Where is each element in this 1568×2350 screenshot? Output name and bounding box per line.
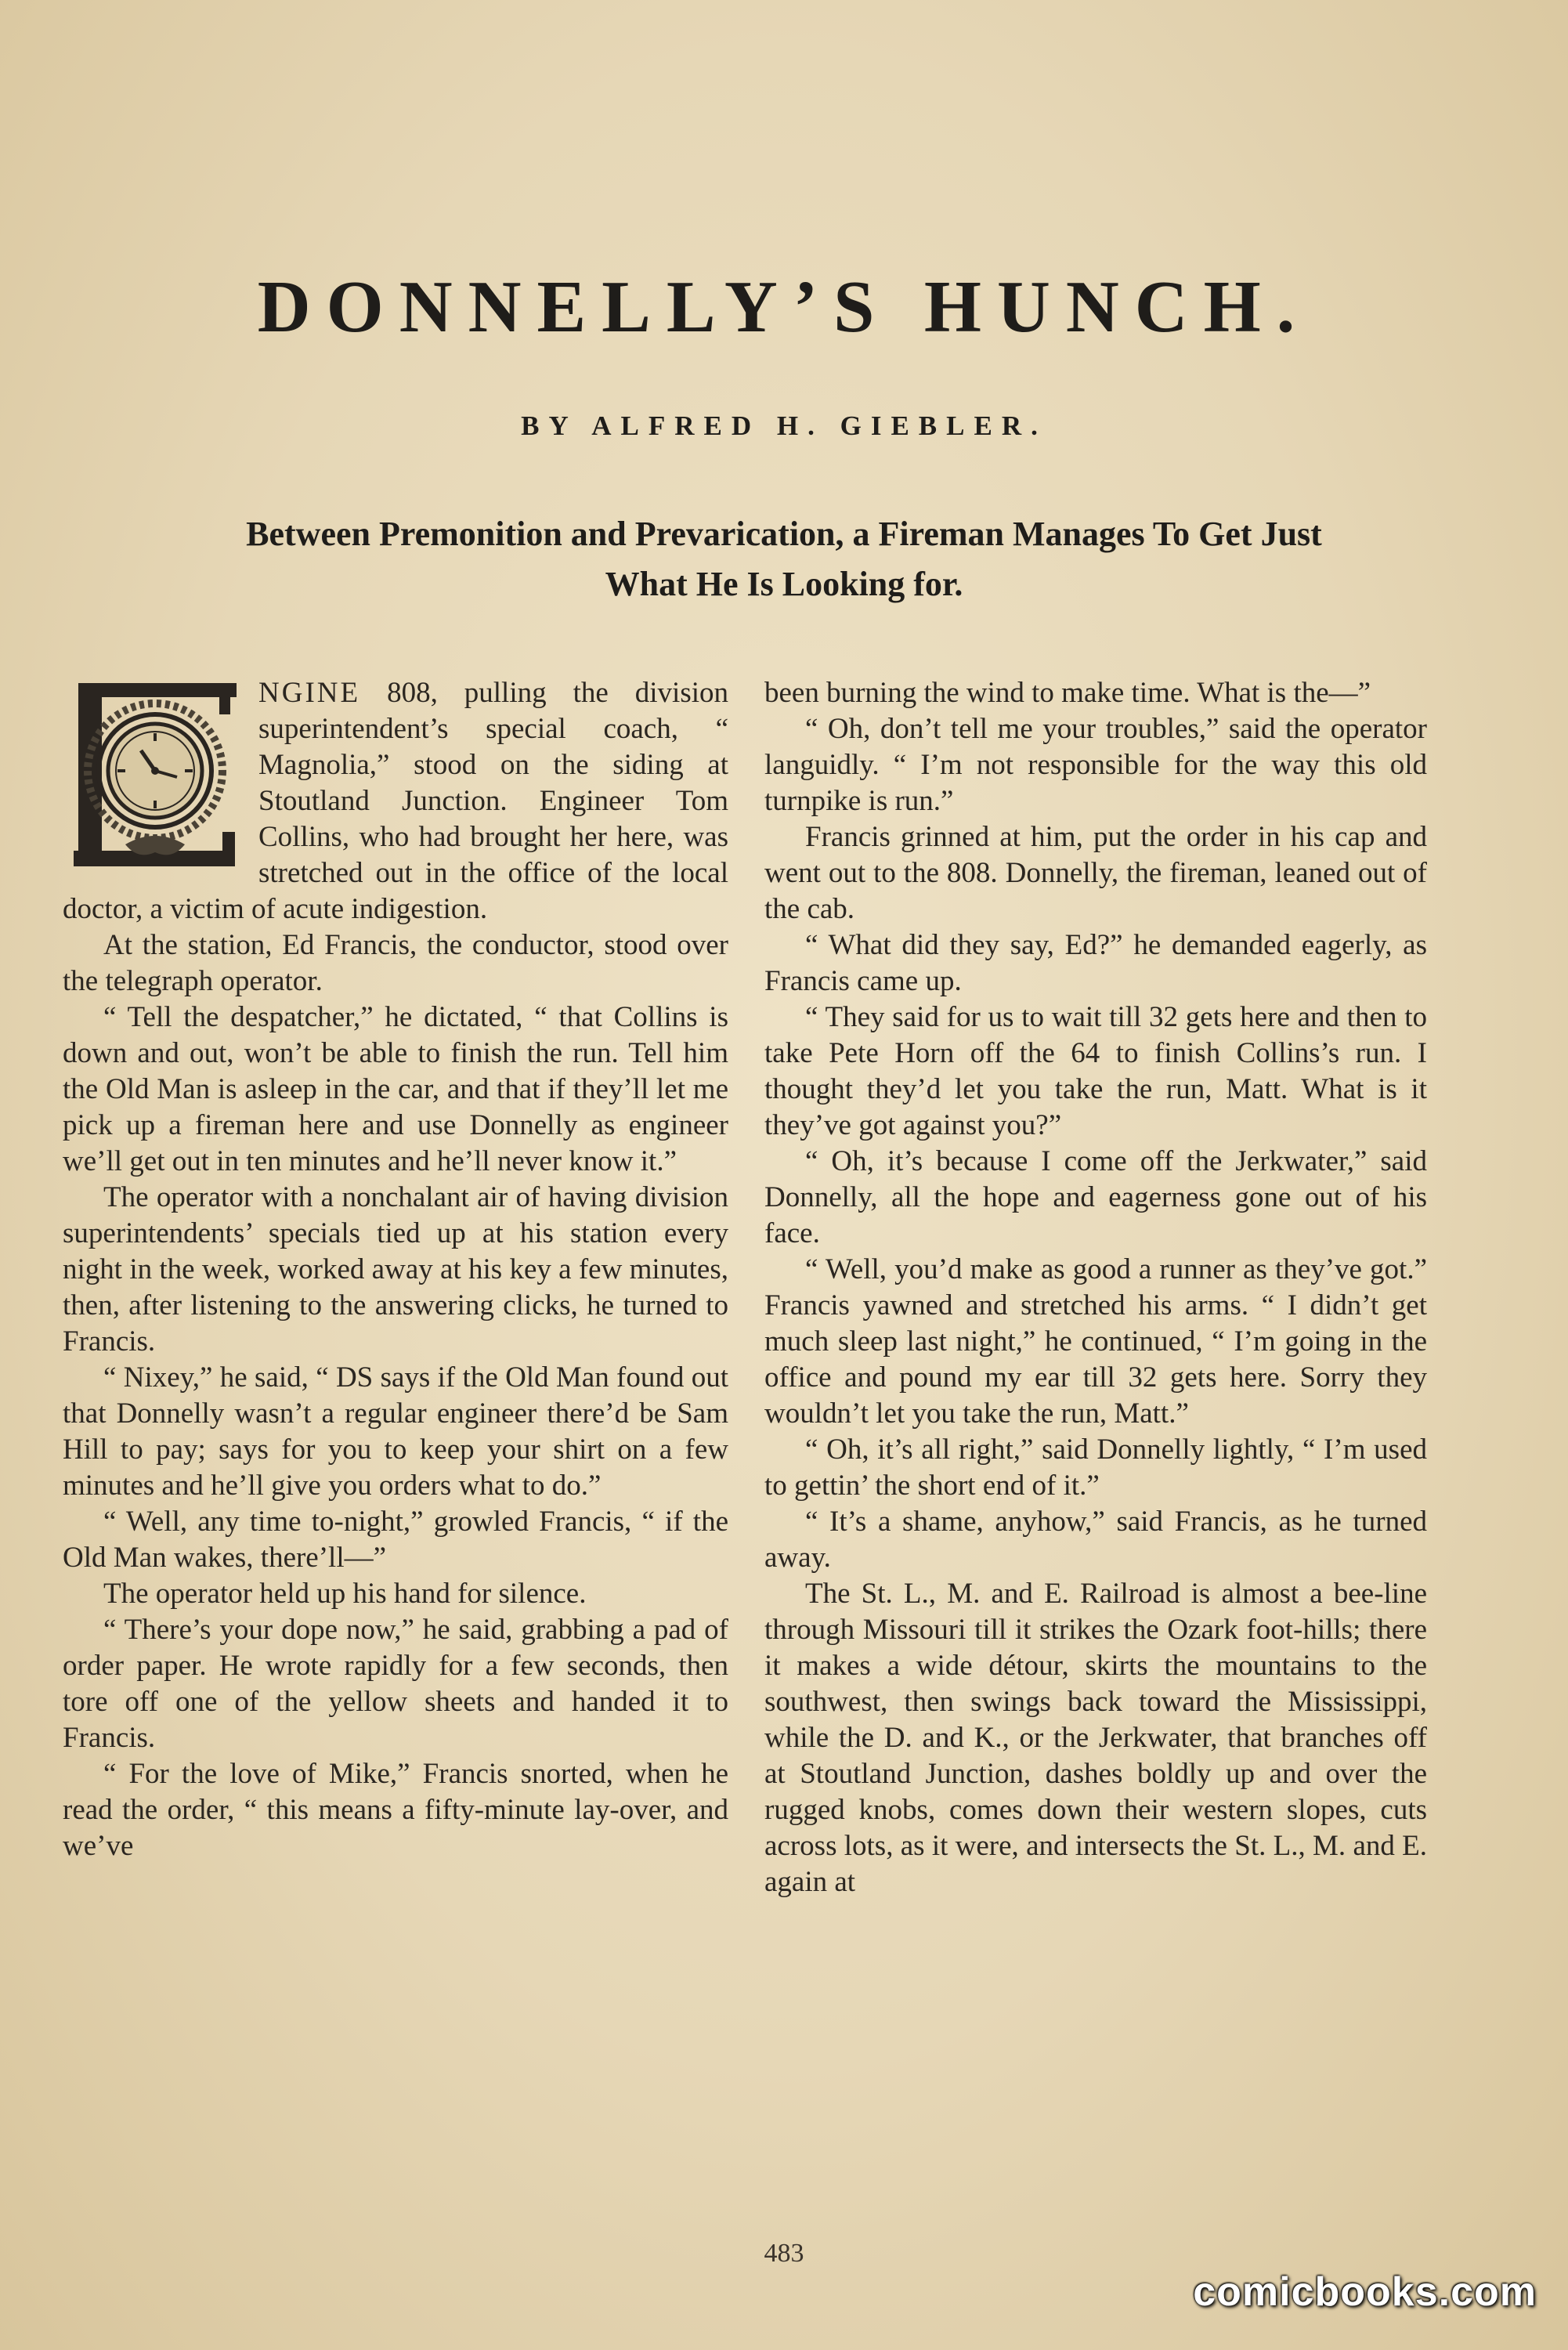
paragraph: “ They said for us to wait till 32 gets here and then to take Pete Horn off the 64 to finish Collins’s run. I thought they’d let you take the run, Matt. What is it they’ve got against you?” — [764, 1001, 1427, 1141]
paragraph: “ It’s a shame, anyhow,” said Francis, as he turned away. — [764, 1506, 1427, 1574]
continued-paragraph: been burning the wind to make time. What is the—” — [764, 677, 1371, 709]
paragraph: “ Oh, it’s because I come off the Jerkwater,” said Donnelly, all the hope and eagerness gone out of his face. — [764, 1145, 1427, 1249]
paragraph: “ There’s your dope now,” he said, grabbing a pad of order paper. He wrote rapidly for a few seconds, then tore off one of the yellow sheets and handed it to Francis. — [63, 1614, 728, 1754]
paragraph: The St. L., M. and E. Railroad is almost a bee-line through Missouri till it strikes the Ozark foot-hills; there it makes a wide détour, skirts the mountains to the southwest, then swings back toward the Mississippi, while the D. and K., or the Jerkwater, that branches off at Stoutland Junction, dashes boldly up and over the rugged knobs, comes down their western slopes, cuts across lots, as it were, and intersects the St. L., M. and E. again at — [764, 1578, 1427, 1898]
left-column — [63, 675, 728, 1864]
paragraph: Francis grinned at him, put the order in his cap and went out to the 808. Donnelly, the fireman, leaned out of the cab. — [764, 821, 1427, 925]
clock-wreath-icon — [63, 678, 240, 880]
page-number: 483 — [764, 2239, 804, 2268]
paragraph: “ Oh, don’t tell me your troubles,” said the operator languidly. “ I’m not responsible for the way this old turnpike is run.” — [764, 713, 1427, 817]
paragraph: “ What did they say, Ed?” he demanded eagerly, as Francis came up. — [764, 929, 1427, 997]
paragraph: “ Nixey,” he said, “ DS says if the Old Man found out that Donnelly wasn’t a regular engineer there’d be Sam Hill to pay; says for you to keep your shirt on a few minutes and he’ll give you orders what to do.” — [63, 1361, 728, 1502]
article-byline: BY ALFRED H. GIEBLER. — [521, 410, 1047, 441]
paragraph: “ Well, any time to-night,” growled Francis, “ if the Old Man wakes, there’ll—” — [63, 1506, 728, 1574]
right-column — [764, 675, 1427, 1900]
opening-capitals: NGINE — [258, 677, 361, 709]
paragraph: At the station, Ed Francis, the conductor, stood over the telegraph operator. — [63, 929, 728, 997]
dropcap-e-clock-ornament — [63, 678, 240, 880]
paragraph: “ Well, you’d make as good a runner as they’ve got.” Francis yawned and stretched his arms. “ I didn’t get much sleep last night,” he continued, “ I’m going in the office and pound my ear till 32 gets here. Sorry they wouldn’t let you take the run, Matt.” — [764, 1253, 1427, 1430]
site-watermark: comicbooks.com — [1193, 2269, 1537, 2315]
paragraph: “ Tell the despatcher,” he dictated, “ that Collins is down and out, won’t be able to finish the run. Tell him the Old Man is asleep in the car, and that if they’ll let me pick up a fireman here and use Donnelly as engineer we’ll get out in ten minutes and he’ll never know it.” — [63, 1001, 728, 1177]
first-paragraph-text: 808, pulling the division superintendent’s special coach, “ Magnolia,” stood on the siding at Stoutland Junction. Engineer Tom Collins, who had brought her here, was stretched out in the office of the local doctor, a victim of acute indigestion. — [63, 677, 728, 925]
paragraph: The operator with a nonchalant air of having division superintendents’ specials tied up at his station every night in the week, worked away at his key a few minutes, then, after listening to the answering clicks, he turned to Francis. — [63, 1181, 728, 1358]
paragraph: “ Oh, it’s all right,” said Donnelly lightly, “ I’m used to gettin’ the short end of it.” — [764, 1434, 1427, 1502]
article-title: DONNELLY’S HUNCH. — [257, 266, 1311, 348]
paragraph: “ For the love of Mike,” Francis snorted, when he read the order, “ this means a fifty-minute lay-over, and we’ve — [63, 1758, 728, 1862]
paragraph: The operator held up his hand for silence. — [103, 1578, 587, 1610]
article-subtitle: Between Premonition and Prevarication, a Fireman Manages To Get Just What He Is Looking for. — [246, 515, 1322, 603]
